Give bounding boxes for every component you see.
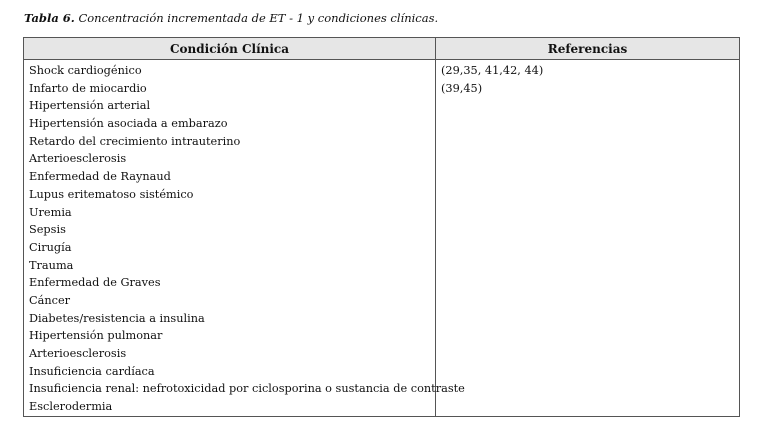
condition-item: Enfermedad de Raynaud [29,170,171,184]
condition-item: Shock cardiogénico [29,64,142,77]
table-caption-label: Tabla 6. [24,11,75,25]
references-list [436,60,739,97]
condition-item: Sepsis [29,223,66,237]
condition-item: Hipertensión pulmonar [29,329,163,343]
condition-item: Arterioesclerosis [29,347,127,360]
condition-item: Hipertensión asociada a embarazo [29,117,228,131]
references-cell [436,60,740,417]
condition-item: Diabetes/resistencia a insulina [29,311,205,325]
condition-item: Trauma [29,258,74,272]
condition-item: Hipertensión arterial [29,99,151,113]
header-condition: Condición Clínica [24,38,436,60]
header-references: Referencias [436,38,740,60]
table-header-row [24,38,740,60]
reference-item: (29,35, 41,42, 44) [441,64,544,77]
condition-item: Esclerodermia [29,400,113,414]
table-row [24,60,740,417]
condition-item: Uremia [29,205,72,219]
condition-item: Cáncer [29,293,71,307]
condition-item: Arterioesclerosis [29,152,127,166]
table-caption [24,11,438,25]
condition-item: Retardo del crecimiento intrauterino [29,134,241,148]
condition-item: Infarto de miocardio [29,81,147,95]
condition-item: Insuficiencia cardíaca [29,364,155,378]
condition-item: Cirugía [29,240,72,254]
table-caption-text: Concentración incrementada de ET - 1 y condiciones clínicas. [78,11,439,25]
condition-item: Enfermedad de Graves [29,276,161,290]
condition-item: Lupus eritematoso sistémico [29,187,194,201]
condition-item: Insuficiencia renal: nefrotoxicidad por ciclosporina o sustancia de contraste [29,382,465,396]
reference-item: (39,45) [441,81,483,95]
clinical-conditions-table [23,37,740,417]
